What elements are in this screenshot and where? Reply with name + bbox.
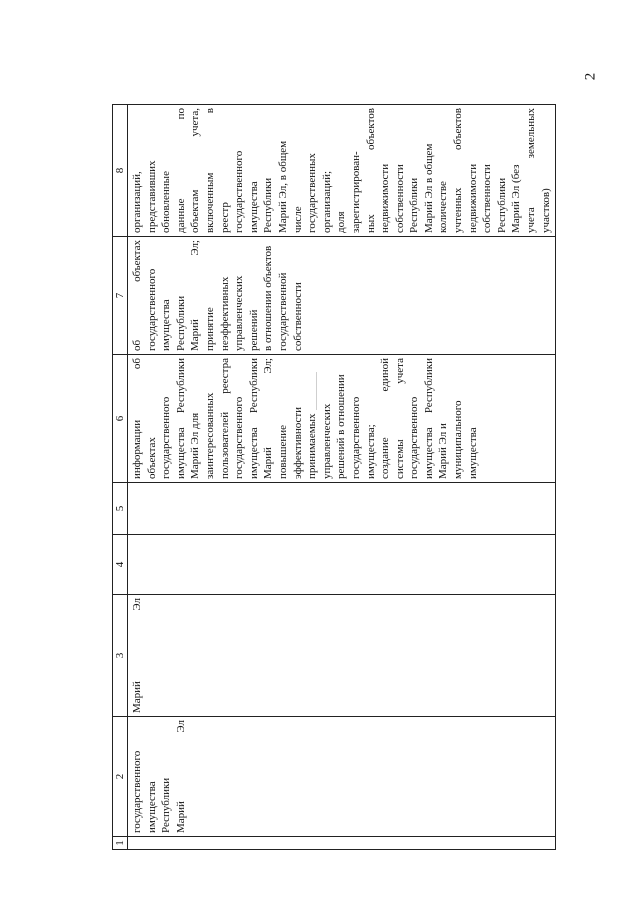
page-number: 2 xyxy=(581,72,598,81)
cell-text-line: Республики xyxy=(495,177,508,233)
cell-text-line: Марий Эл; xyxy=(189,240,202,351)
cell-text-line: системы учета xyxy=(393,358,406,479)
cell-col6 xyxy=(128,355,556,483)
header-cell: 7 xyxy=(113,237,128,355)
header-cell: 4 xyxy=(113,535,128,595)
cell-text-line: решений в отношении xyxy=(335,374,348,479)
cell-text-line: Марий Эл в общем xyxy=(422,143,435,233)
cell-text-line: имущества Республики xyxy=(247,358,260,479)
cell-text-line: государственного xyxy=(131,750,143,833)
header-cell: 8 xyxy=(113,105,128,237)
cell-text-line: включенным в xyxy=(203,108,216,233)
cell-text-line: заинтересованных xyxy=(203,392,216,479)
cell-text-line: зарегистрирован- xyxy=(349,151,362,233)
table-header-row xyxy=(113,105,128,850)
cell-text-line: государственных xyxy=(306,153,319,233)
cell-text-line: количестве xyxy=(437,181,450,233)
cell-text-line: государственного xyxy=(160,396,173,479)
cell-text-line: Марий Эл, в общем xyxy=(276,140,289,233)
cell-text-line: об объектах xyxy=(131,240,143,351)
cell-text-line: организаций, xyxy=(131,171,143,233)
cell-text-line: государственного xyxy=(233,150,246,233)
cell-text-line: собственности xyxy=(481,164,494,233)
cell-text-line: государственного xyxy=(233,396,246,479)
cell-text-line: имущества xyxy=(466,427,479,479)
cell-col7 xyxy=(128,237,556,355)
cell-text-line: объектам учета, xyxy=(189,108,202,233)
cell-text-line: участков) xyxy=(539,188,552,233)
cell-text-line: имущества xyxy=(247,181,260,233)
cell-text-line: имущества Республики xyxy=(174,358,187,479)
cell-text-line: Республики xyxy=(262,177,275,233)
cell-text-line: ных объектов xyxy=(364,108,377,233)
cell-text-line: управленческих xyxy=(233,275,246,351)
header-cell: 6 xyxy=(113,355,128,483)
cell-text-line: неэффективных xyxy=(218,276,231,351)
cell-text-line: имущества xyxy=(160,299,173,351)
header-cell: 1 xyxy=(113,837,128,850)
cell-text-line: объектах xyxy=(145,437,158,479)
cell-col3 xyxy=(128,595,556,717)
cell-text-line: доля xyxy=(335,211,348,233)
cell-text-line: учтенных объектов xyxy=(452,108,465,233)
program-table xyxy=(112,104,556,850)
cell-text-line: решений xyxy=(247,309,260,351)
cell-text-line: Марий Эл xyxy=(174,720,187,833)
table-row xyxy=(128,105,556,850)
header-cell: 2 xyxy=(113,717,128,837)
cell-text-line: Марий Эл для xyxy=(189,412,202,479)
cell-text-line: создание единой xyxy=(379,358,392,479)
cell-text-line: муниципального xyxy=(452,400,465,479)
cell-col8 xyxy=(128,105,556,237)
cell-col1 xyxy=(128,837,556,850)
cell-text-line: Марий Эл (без xyxy=(510,164,523,233)
cell-text-line: государственного xyxy=(408,396,421,479)
cell-text-line: принимаемых xyxy=(306,413,319,479)
cell-text-line: учета земельных xyxy=(525,108,538,233)
cell-text-line: данные по xyxy=(174,108,187,233)
cell-text-line: Марий Эл xyxy=(131,598,143,713)
cell-text-line: недвижимости xyxy=(466,163,479,233)
cell-text-line: реестр xyxy=(218,202,231,233)
cell-text-line: имущества xyxy=(145,781,158,833)
cell-text-line: информации об xyxy=(131,358,143,479)
cell-text-line: Республики xyxy=(408,177,421,233)
cell-col2 xyxy=(128,717,556,837)
cell-text-line: государственного xyxy=(145,268,158,351)
cell-text-line: имущества Республики xyxy=(422,358,435,479)
cell-text-line: пользователей реестра xyxy=(218,358,231,479)
header-cell: 5 xyxy=(113,483,128,535)
cell-text-line: представивших xyxy=(145,160,158,233)
cell-text-line: государственной xyxy=(276,272,289,351)
cell-text-line: обновленные xyxy=(160,171,173,233)
rotated-table-wrapper xyxy=(112,105,552,850)
cell-text-line: имущества; xyxy=(364,424,377,479)
header-cell: 3 xyxy=(113,595,128,717)
cell-text-line: числе xyxy=(291,206,304,233)
cell-text-line: эффективности xyxy=(291,406,304,479)
cell-text-line: Республики xyxy=(174,295,187,351)
cell-text-line: в отношении объектов xyxy=(262,245,275,351)
cell-text-line: Республики xyxy=(160,777,173,833)
cell-text-line: Марий Эл; xyxy=(262,358,275,479)
cell-text-line: собственности xyxy=(393,164,406,233)
cell-text-line: управленческих xyxy=(320,403,333,479)
cell-col5 xyxy=(128,483,556,535)
cell-text-line: повышение xyxy=(276,425,289,479)
cell-text-line: принятие xyxy=(203,307,216,351)
cell-text-line: организаций; xyxy=(320,170,333,233)
cell-text-line: Марий Эл и xyxy=(437,423,450,479)
cell-text-line: недвижимости xyxy=(379,163,392,233)
cell-text-line: государственного xyxy=(349,396,362,479)
cell-text-line: собственности xyxy=(291,282,304,351)
cell-col4 xyxy=(128,535,556,595)
